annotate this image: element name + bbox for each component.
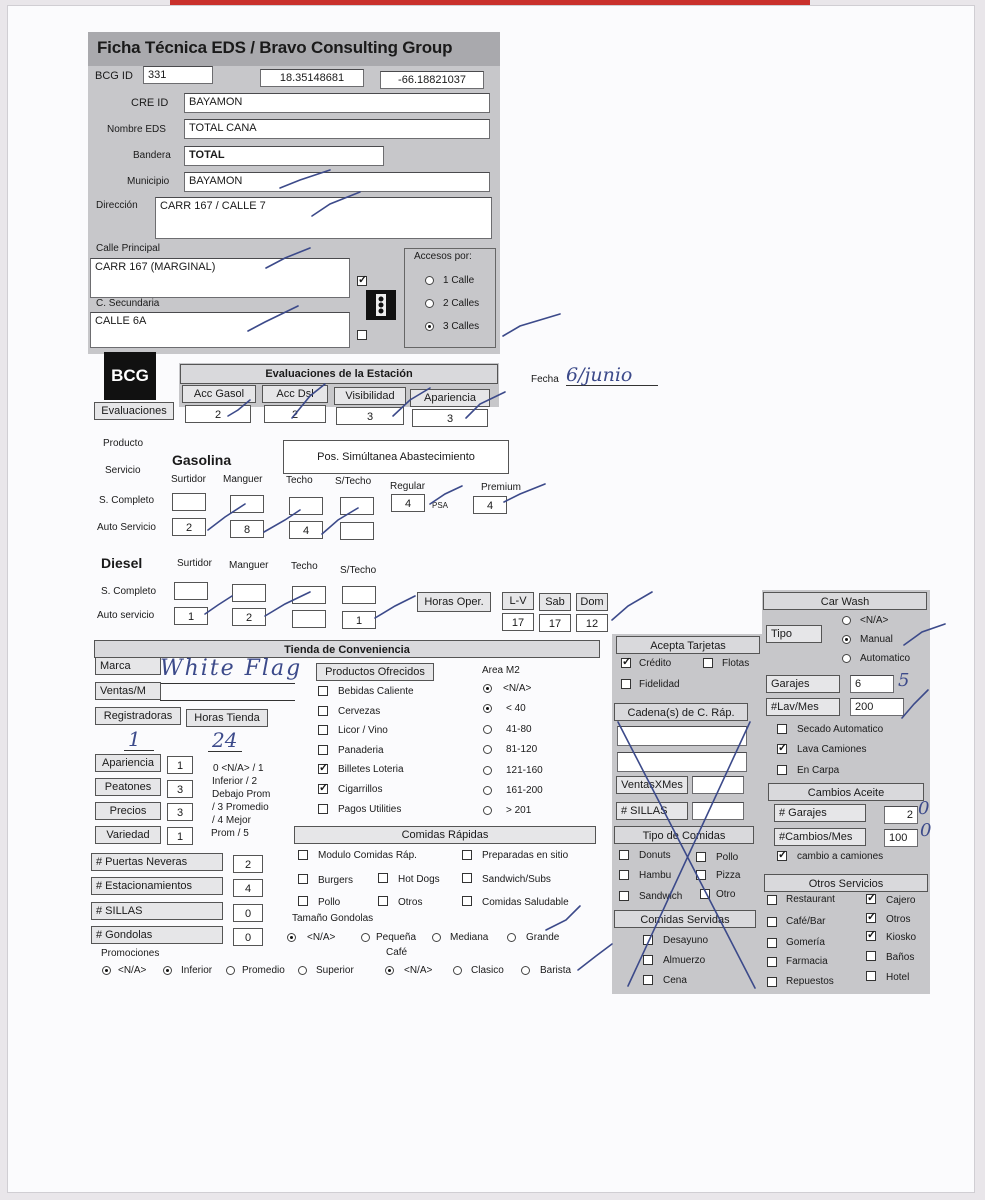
- nombre-field[interactable]: TOTAL CANA: [184, 119, 490, 139]
- ventas-mes-label: VentasXMes: [616, 776, 688, 794]
- cambios-mes-field[interactable]: 100: [884, 829, 918, 847]
- diesel-s-completo-label: S. Completo: [101, 586, 157, 597]
- horas-lv-value[interactable]: 17: [502, 613, 534, 631]
- bcg-id-label: BCG ID: [95, 70, 133, 82]
- horas-oper-button[interactable]: Horas Oper.: [417, 592, 491, 612]
- cena-label: Cena: [663, 975, 687, 986]
- bandera-label: Bandera: [133, 150, 171, 161]
- gomeria-label: Gomería: [786, 937, 825, 948]
- diesel-as-manguer[interactable]: 2: [232, 608, 266, 626]
- estacionamientos-label: # Estacionamientos: [91, 877, 223, 895]
- gondola-grande-label: Grande: [526, 932, 560, 943]
- billetes-label: Billetes Loteria: [338, 764, 404, 775]
- gondola-pequena-label: Pequeña: [376, 932, 417, 943]
- lav-mes-label: #Lav/Mes: [766, 698, 840, 716]
- cre-id-field[interactable]: BAYAMON: [184, 93, 490, 113]
- apariencia-rating[interactable]: 1: [167, 756, 193, 774]
- calle-secundaria-label: C. Secundaria: [96, 298, 160, 309]
- peatones-rating-label: Peatones: [95, 778, 161, 796]
- licor-label: Licor / Vino: [338, 725, 388, 736]
- horas-dom-label: Dom: [576, 593, 608, 611]
- regular-label: Regular: [390, 481, 426, 492]
- bandera-field[interactable]: TOTAL: [184, 146, 384, 166]
- secado-label: Secado Automatico: [797, 724, 884, 735]
- precios-rating[interactable]: 3: [167, 803, 193, 821]
- cambios-mes-label: #Cambios/Mes: [774, 828, 866, 846]
- page-title: Ficha Técnica EDS / Bravo Consulting Group: [97, 38, 453, 57]
- gas-as-techo[interactable]: 4: [289, 521, 323, 539]
- bcg-id-field[interactable]: 331: [143, 66, 213, 84]
- carwash-na-label: <N/A>: [860, 615, 889, 626]
- cafe-clasico-label: Clasico: [471, 965, 504, 976]
- ventas-m-label: Ventas/M: [95, 682, 161, 700]
- acc-gasol-value[interactable]: 2: [185, 405, 251, 423]
- accesos-3-label: 3 Calles: [443, 321, 480, 332]
- tienda-title: Tienda de Conveniencia: [94, 640, 600, 658]
- productos-ofrecidos-label: Productos Ofrecidos: [316, 663, 434, 681]
- puertas-label: # Puertas Neveras: [91, 853, 223, 871]
- area-81-label: 81-120: [506, 744, 538, 755]
- otro-cadena-label: Otro: [716, 889, 736, 900]
- gas-col-manguer: Manguer: [223, 474, 263, 485]
- diesel-heading: Diesel: [101, 555, 143, 571]
- aceite-title: Cambios Aceite: [768, 783, 924, 801]
- horas-sab-value[interactable]: 17: [539, 614, 571, 632]
- comidas-rapidas-label: Comidas Rápidas: [294, 826, 596, 844]
- almuerzo-label: Almuerzo: [663, 955, 706, 966]
- promociones-label: Promociones: [101, 948, 160, 959]
- diesel-col-manguer: Manguer: [229, 560, 269, 571]
- acc-gasol-label: Acc Gasol: [182, 385, 256, 403]
- bcg-logo: BCG: [104, 352, 156, 400]
- variedad-rating-label: Variedad: [95, 826, 161, 844]
- scale-4: / 3 Promedio: [212, 802, 269, 813]
- nombre-label: Nombre EDS: [107, 124, 166, 135]
- hambu-label: Hambu: [639, 870, 672, 881]
- fidelidad-label: Fidelidad: [639, 679, 680, 690]
- cambios-mes-handwritten: 0: [920, 820, 932, 841]
- calle-principal-field[interactable]: CARR 167 (MARGINAL): [90, 258, 350, 298]
- fecha-handwritten: 6/junio: [566, 364, 633, 386]
- promo-inferior-label: Inferior: [181, 965, 213, 976]
- regular-field[interactable]: 4: [391, 494, 425, 512]
- direccion-field[interactable]: CARR 167 / CALLE 7: [155, 197, 492, 239]
- gondolas-value[interactable]: 0: [233, 928, 263, 946]
- area-m2-label: Area M2: [482, 665, 520, 676]
- evaluaciones-button[interactable]: Evaluaciones: [94, 402, 174, 420]
- promo-na-label: <N/A>: [118, 965, 147, 976]
- accesos-1-label: 1 Calle: [443, 275, 475, 286]
- area-na-label: <N/A>: [503, 683, 532, 694]
- pizza-label: Pizza: [716, 870, 741, 881]
- aceite-garajes-handwritten: 0: [918, 798, 930, 819]
- flotas-label: Flotas: [722, 658, 750, 669]
- calle-secundaria-field[interactable]: CALLE 6A: [90, 312, 350, 348]
- carwash-title: Car Wash: [763, 592, 927, 610]
- sillas-value[interactable]: 0: [233, 904, 263, 922]
- aceite-garajes-label: # Garajes: [774, 804, 866, 822]
- gasolina-heading: Gasolina: [172, 452, 232, 468]
- area-lt40-label: < 40: [506, 703, 526, 714]
- servicio-label: Servicio: [105, 465, 141, 476]
- municipio-label: Municipio: [127, 176, 170, 187]
- gas-col-surtidor: Surtidor: [171, 474, 207, 485]
- sandwich-cadena-label: Sandwich: [639, 891, 683, 902]
- gondolas-size-label: Tamaño Gondolas: [292, 913, 374, 924]
- peatones-rating[interactable]: 3: [167, 780, 193, 798]
- cigarrillos-label: Cigarrillos: [338, 784, 383, 795]
- horas-tienda-handwritten: 24: [212, 728, 238, 752]
- carwash-garajes-label: Garajes: [766, 675, 840, 693]
- modulo-label: Modulo Comidas Ráp.: [318, 850, 417, 861]
- area-41-label: 41-80: [506, 724, 532, 735]
- accesos-label: Accesos por:: [414, 251, 472, 262]
- marca-label: Marca: [95, 657, 161, 675]
- desayuno-label: Desayuno: [663, 935, 709, 946]
- sillas-label: # SILLAS: [91, 902, 223, 920]
- burgers-label: Burgers: [318, 875, 354, 886]
- producto-label: Producto: [103, 438, 144, 449]
- banos-label: Baños: [886, 952, 915, 963]
- acc-dsl-value[interactable]: 2: [264, 405, 326, 423]
- horas-sab-label: Sab: [539, 593, 571, 611]
- comidas-servidas-title: Comidas Servidas: [614, 910, 756, 928]
- promo-promedio-label: Promedio: [242, 965, 285, 976]
- horas-dom-value[interactable]: 12: [576, 614, 608, 632]
- carwash-garajes-handwritten: 5: [898, 670, 910, 691]
- gas-col-stecho: S/Techo: [335, 476, 372, 487]
- donuts-label: Donuts: [639, 850, 671, 861]
- gondolas-label: # Gondolas: [91, 926, 223, 944]
- pollo-label: Pollo: [318, 897, 341, 908]
- scale-3: Debajo Prom: [212, 789, 271, 800]
- otros-comidas-label: Otros: [398, 897, 423, 908]
- cajero-label: Cajero: [886, 895, 916, 906]
- registradoras-label: Registradoras: [95, 707, 181, 725]
- marca-handwritten: White Flag: [160, 656, 303, 681]
- horas-lv-label: L-V: [502, 592, 534, 610]
- pos-simultanea-box: Pos. Simúltanea Abastecimiento: [283, 440, 509, 474]
- pagos-label: Pagos Utilities: [338, 804, 402, 815]
- cafe-na-label: <N/A>: [404, 965, 433, 976]
- apariencia-value[interactable]: 3: [412, 409, 488, 427]
- aceite-garajes-field[interactable]: 2: [884, 806, 918, 824]
- farmacia-label: Farmacia: [786, 956, 828, 967]
- saludable-label: Comidas Saludable: [482, 897, 569, 908]
- premium-field[interactable]: 4: [473, 496, 507, 514]
- carwash-garajes-field[interactable]: 6: [850, 675, 894, 693]
- restaurant-label: Restaurant: [786, 894, 835, 905]
- gas-col-techo: Techo: [286, 475, 313, 486]
- preparadas-label: Preparadas en sitio: [482, 850, 569, 861]
- gas-as-surtidor[interactable]: 2: [172, 518, 206, 536]
- diesel-col-techo: Techo: [291, 561, 318, 572]
- puertas-value[interactable]: 2: [233, 855, 263, 873]
- tipo-comidas-title: Tipo de Comidas: [614, 826, 754, 844]
- latitude-field[interactable]: 18.35148681: [260, 69, 364, 87]
- hotdogs-label: Hot Dogs: [398, 874, 440, 885]
- cre-id-label: CRE ID: [131, 97, 169, 109]
- registradoras-handwritten: 1: [128, 727, 141, 751]
- pollo-cadena-label: Pollo: [716, 852, 739, 863]
- servicios-title: Otros Servicios: [764, 874, 928, 892]
- diesel-col-surtidor: Surtidor: [177, 558, 213, 569]
- longitude-field[interactable]: -66.18821037: [380, 71, 484, 89]
- accesos-2-label: 2 Calles: [443, 298, 480, 309]
- lav-mes-field[interactable]: 200: [850, 698, 904, 716]
- area-161-label: 161-200: [506, 785, 543, 796]
- cafebar-label: Café/Bar: [786, 916, 826, 927]
- direccion-label: Dirección: [96, 200, 138, 211]
- visibilidad-label: Visibilidad: [334, 387, 406, 405]
- area-121-label: 121-160: [506, 765, 543, 776]
- cadena-title: Cadena(s) de C. Ráp.: [614, 703, 748, 721]
- horas-tienda-label: Horas Tienda: [186, 709, 268, 727]
- gondola-na-label: <N/A>: [307, 932, 336, 943]
- apariencia-rating-label: Apariencia: [95, 754, 161, 772]
- promo-superior-label: Superior: [316, 965, 354, 976]
- sandwich-subs-label: Sandwich/Subs: [482, 874, 551, 885]
- calle-principal-label: Calle Principal: [96, 243, 160, 254]
- carwash-tipo-label: Tipo: [766, 625, 822, 643]
- carwash-manual-label: Manual: [860, 634, 893, 645]
- cafe-barista-label: Barista: [540, 965, 572, 976]
- tarjetas-title: Acepta Tarjetas: [616, 636, 760, 654]
- diesel-as-stecho[interactable]: 1: [342, 611, 376, 629]
- lava-camiones-label: Lava Camiones: [797, 744, 867, 755]
- fecha-label: Fecha: [531, 374, 559, 385]
- precios-rating-label: Precios: [95, 802, 161, 820]
- estacionamientos-value[interactable]: 4: [233, 879, 263, 897]
- hotel-label: Hotel: [886, 972, 910, 983]
- scale-1: 0 <N/A> / 1: [213, 763, 264, 774]
- municipio-field[interactable]: BAYAMON: [184, 172, 490, 192]
- acc-dsl-label: Acc Dsl: [262, 385, 328, 403]
- carwash-auto-label: Automatico: [860, 653, 911, 664]
- kiosko-label: Kiosko: [886, 932, 917, 943]
- psa-mark: PSA: [432, 501, 449, 510]
- cadena-sillas-label: # SILLAS: [616, 802, 688, 820]
- diesel-as-surtidor[interactable]: 1: [174, 607, 208, 625]
- diesel-auto-servicio-label: Auto servicio: [97, 610, 155, 621]
- credito-label: Crédito: [639, 658, 672, 669]
- bebidas-label: Bebidas Caliente: [338, 686, 414, 697]
- scale-6: Prom / 5: [211, 828, 249, 839]
- apariencia-label: Apariencia: [410, 389, 490, 407]
- evaluaciones-title: Evaluaciones de la Estación: [180, 364, 498, 384]
- gas-as-manguer[interactable]: 8: [230, 520, 264, 538]
- gas-s-completo-label: S. Completo: [99, 495, 155, 506]
- diesel-col-stecho: S/Techo: [340, 565, 377, 576]
- area-201-label: > 201: [506, 805, 532, 816]
- carpa-label: En Carpa: [797, 765, 840, 776]
- gas-auto-servicio-label: Auto Servicio: [97, 522, 156, 533]
- gondola-mediana-label: Mediana: [450, 932, 489, 943]
- variedad-rating[interactable]: 1: [167, 827, 193, 845]
- visibilidad-value[interactable]: 3: [336, 407, 404, 425]
- scale-5: / 4 Mejor: [212, 815, 251, 826]
- panaderia-label: Panaderia: [338, 745, 384, 756]
- otros-servicios-label: Otros: [886, 914, 911, 925]
- scale-2: Inferior / 2: [212, 776, 258, 787]
- cafe-label: Café: [386, 947, 408, 958]
- cervezas-label: Cervezas: [338, 706, 381, 717]
- premium-label: Premium: [481, 482, 522, 493]
- cambio-camiones-label: cambio a camiones: [797, 851, 884, 862]
- repuestos-label: Repuestos: [786, 976, 834, 987]
